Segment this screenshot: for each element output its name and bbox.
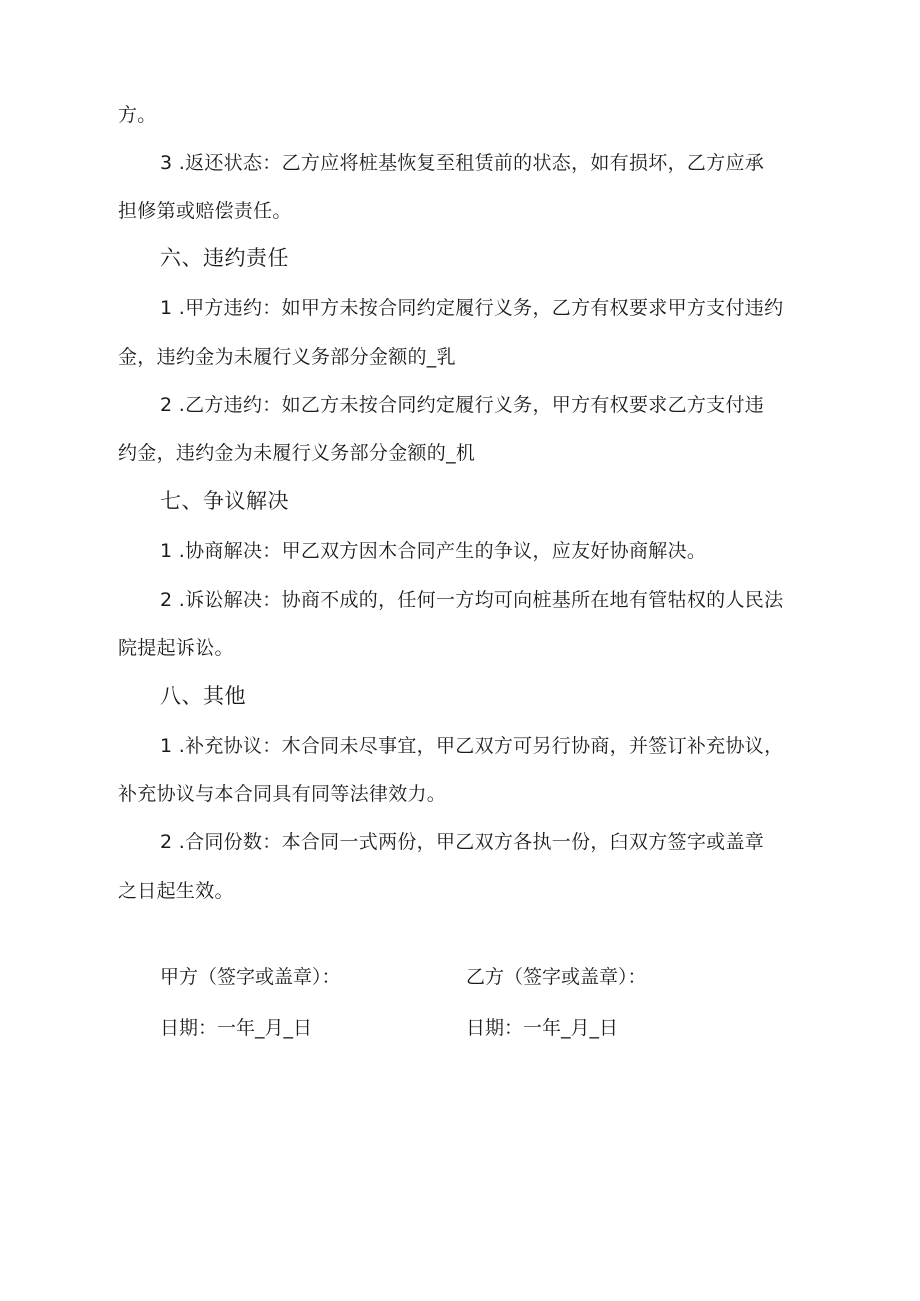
para-line: 1 .协商解决：甲乙双方因木合同产生的争议，应友好协商解决。 — [160, 540, 707, 562]
para-line: 补充协议与本合同具有同等法律效力。 — [118, 783, 447, 805]
section-heading: 六、违约责任 — [160, 246, 289, 270]
para-line: 1 .甲方违约：如甲方未按合同约定履行义务，乙方有权要求甲方支付违约 — [160, 297, 784, 319]
para-line: 之日起生效。 — [118, 880, 234, 902]
para-line: 担修第或赔偿责任。 — [118, 200, 292, 222]
section-heading: 八、其他 — [160, 684, 246, 708]
para-line: 约金，违约金为未履行义务部分金额的_机 — [118, 442, 476, 464]
para-line: 金，违约金为未履行义务部分金额的_乳 — [118, 346, 456, 368]
party-a-signature-label: 甲方（签字或盖章）： — [160, 966, 341, 988]
party-b-date: 日期：一年_月_日 — [466, 1017, 619, 1039]
section-heading: 七、争议解决 — [160, 489, 289, 513]
para-line: 1 .补充协议：木合同未尽事宜，甲乙双方可另行协商，并签订补充协议， — [160, 735, 784, 757]
para-line: 院提起诉讼。 — [118, 637, 234, 659]
para-line: 2 .合同份数：本合同一式两份，甲乙双方各执一份，臼双方签字或盖章 — [160, 831, 765, 853]
para-line: 2 .乙方违约：如乙方未按合同约定履行义务，甲方有权要求乙方支付违 — [160, 394, 765, 416]
para-line: 2 .诉讼解决：协商不成的，任何一方均可向桩基所在地有管牯权的人民法 — [160, 589, 784, 611]
para-line: 方。 — [118, 104, 157, 126]
party-a-date: 日期：一年_月_日 — [160, 1017, 313, 1039]
party-b-signature-label: 乙方（签字或盖章）： — [466, 966, 647, 988]
para-line: 3 .返还状态：乙方应将桩基恢复至租赁前的状态，如有损坏，乙方应承 — [160, 152, 765, 174]
